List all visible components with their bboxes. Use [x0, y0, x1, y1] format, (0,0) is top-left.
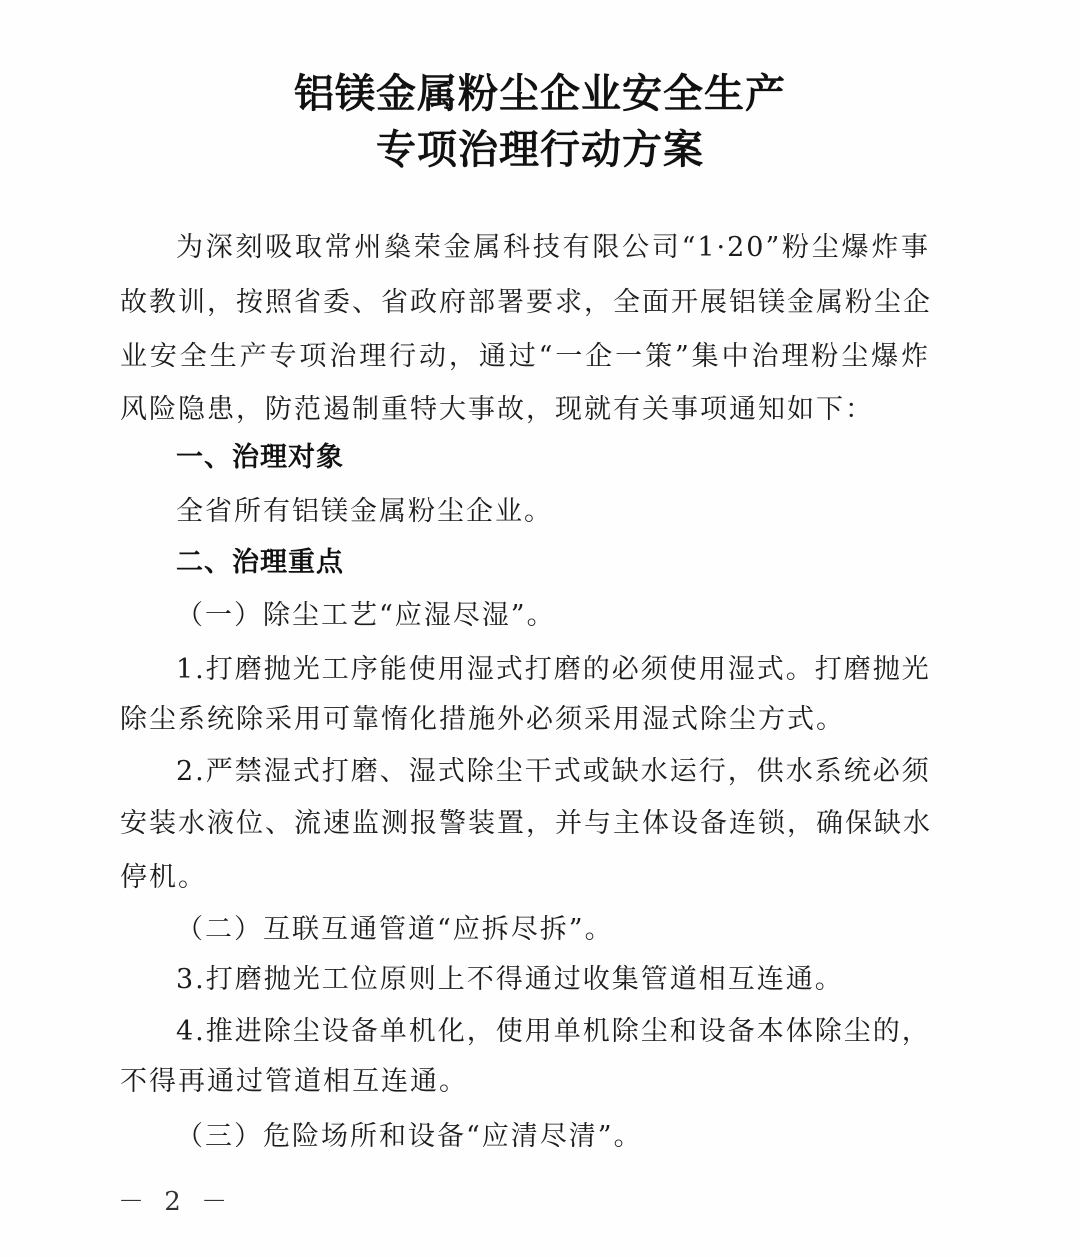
intro-paragraph-line: 为深刻吸取常州燊荣金属科技有限公司“1·20”粉尘爆炸事 [176, 232, 930, 263]
item-4-line: 4.推进除尘设备单机化，使用单机除尘和设备本体除尘的， [176, 1016, 931, 1047]
document-title-line-2: 专项治理行动方案 [376, 127, 704, 173]
document-title-line-1: 铝镁金属粉尘企业安全生产 [294, 71, 786, 117]
intro-paragraph-line: 业安全生产专项治理行动，通过“一企一策”集中治理粉尘爆炸 [120, 341, 930, 372]
intro-paragraph-line: 故教训，按照省委、省政府部署要求，全面开展铝镁金属粉尘企 [120, 287, 932, 318]
item-4-line: 不得再通过管道相互连通。 [120, 1066, 468, 1097]
item-2-line: 2.严禁湿式打磨、湿式除尘干式或缺水运行，供水系统必须 [176, 756, 931, 787]
item-2-line: 安装水液位、流速监测报警装置，并与主体设备连锁，确保缺水 [120, 808, 932, 839]
item-1-line: 1.打磨抛光工序能使用湿式打磨的必须使用湿式。打磨抛光 [176, 654, 931, 685]
subsection-1-heading: （一）除尘工艺“应湿尽湿”。 [176, 600, 556, 631]
section-2-heading: 二、治理重点 [176, 547, 344, 578]
section-1-text: 全省所有铝镁金属粉尘企业。 [176, 496, 553, 527]
subsection-2-heading: （二）互联互通管道“应拆尽拆”。 [176, 914, 614, 945]
subsection-3-heading: （三）危险场所和设备“应清尽清”。 [176, 1121, 643, 1152]
intro-paragraph-line: 风险隐患，防范遏制重特大事故，现就有关事项通知如下： [120, 394, 874, 425]
page-number: － 2 － [118, 1187, 234, 1217]
item-3-line: 3.打磨抛光工位原则上不得通过收集管道相互连通。 [176, 964, 844, 995]
section-1-heading: 一、治理对象 [176, 442, 344, 473]
item-2-line: 停机。 [120, 862, 207, 893]
item-1-line: 除尘系统除采用可靠惰化措施外必须采用湿式除尘方式。 [120, 704, 845, 735]
